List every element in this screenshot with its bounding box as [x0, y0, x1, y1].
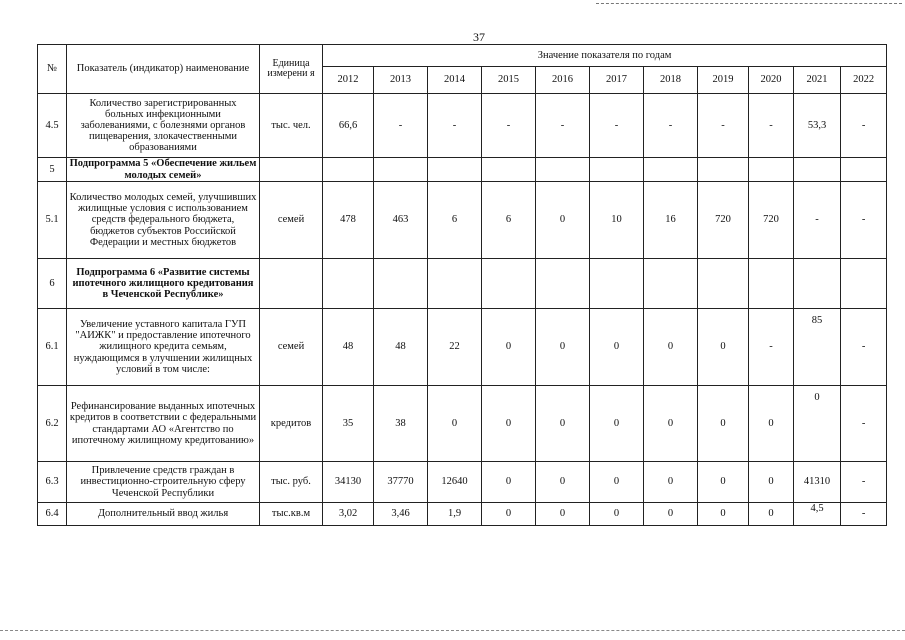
row-value: - [482, 94, 536, 158]
row-value [482, 158, 536, 182]
row-value: 10 [590, 182, 644, 259]
row-name: Подпрограмма 5 «Обеспечение жильем молодых семей» [67, 158, 260, 182]
row-value: 1,9 [428, 503, 482, 526]
row-value: 463 [374, 182, 428, 259]
page-number: 37 [473, 30, 485, 44]
row-value: 41310 [794, 462, 841, 503]
row-value: 0 [536, 386, 590, 462]
row-value [428, 158, 482, 182]
row-value: - [841, 309, 887, 386]
row-value [841, 259, 887, 309]
row-value: 0 [482, 462, 536, 503]
row-value: 0 [794, 386, 841, 462]
header-year: 2012 [323, 67, 374, 94]
row-unit: тыс.кв.м [260, 503, 323, 526]
table-row [38, 94, 887, 158]
row-value: - [749, 309, 794, 386]
row-value: 0 [749, 503, 794, 526]
row-value: 53,3 [794, 94, 841, 158]
row-value: 0 [698, 309, 749, 386]
row-value: - [841, 386, 887, 462]
row-num: 6.1 [38, 309, 67, 386]
header-values-by-year: Значение показателя по годам [323, 45, 887, 67]
row-value: 16 [644, 182, 698, 259]
header-year: 2020 [749, 67, 794, 94]
row-value: 0 [536, 462, 590, 503]
row-value: - [590, 94, 644, 158]
row-unit [260, 259, 323, 309]
row-value [482, 259, 536, 309]
table-row [38, 309, 887, 386]
row-num: 6.4 [38, 503, 67, 526]
row-value [590, 158, 644, 182]
header-year: 2015 [482, 67, 536, 94]
header-year: 2019 [698, 67, 749, 94]
row-value: 66,6 [323, 94, 374, 158]
row-num: 4.5 [38, 94, 67, 158]
table-body [38, 94, 887, 526]
row-value: 6 [482, 182, 536, 259]
row-value [323, 259, 374, 309]
row-value: 478 [323, 182, 374, 259]
row-value [794, 158, 841, 182]
table-row [38, 386, 887, 462]
row-value: 0 [590, 309, 644, 386]
row-unit: тыс. руб. [260, 462, 323, 503]
header-row-top [38, 45, 887, 67]
header-year: 2014 [428, 67, 482, 94]
row-unit: кредитов [260, 386, 323, 462]
row-value [749, 158, 794, 182]
row-name: Привлечение средств граждан в инвестиционно-строительную сферу Чеченской Республики [67, 462, 260, 503]
row-value: 0 [590, 503, 644, 526]
header-year: 2013 [374, 67, 428, 94]
row-value: 0 [698, 386, 749, 462]
row-value: - [841, 182, 887, 259]
row-value: 6 [428, 182, 482, 259]
row-value: - [374, 94, 428, 158]
row-value: 0 [698, 462, 749, 503]
row-value [374, 158, 428, 182]
row-value: - [749, 94, 794, 158]
row-value: 85 [794, 309, 841, 386]
row-value: 0 [749, 386, 794, 462]
row-name: Количество зарегистрированных больных инфекционными заболеваниями, с болезнями органов пищеварения, злокачественными образованиями [67, 94, 260, 158]
row-num: 6.2 [38, 386, 67, 462]
table-row-section [38, 158, 887, 182]
row-value: 0 [536, 309, 590, 386]
row-unit [260, 158, 323, 182]
header-year: 2018 [644, 67, 698, 94]
row-name: Подпрограмма 6 «Развитие системы ипотечного жилищного кредитования в Чеченской Республике» [67, 259, 260, 309]
row-value: 0 [749, 462, 794, 503]
table-row [38, 503, 887, 526]
table-row-section [38, 259, 887, 309]
header-year: 2022 [841, 67, 887, 94]
row-name: Увеличение уставного капитала ГУП "АИЖК" и предоставление ипотечного жилищного кредита семьям, нуждающимся в улучшении жилищных условий в том числе: [67, 309, 260, 386]
row-num: 6 [38, 259, 67, 309]
row-name: Количество молодых семей, улучшивших жилищные условия с использованием средств федерального бюджета, бюджетов субъектов Российской Федерации и местных бюджетов [67, 182, 260, 259]
row-value: 720 [749, 182, 794, 259]
indicator-table-container [37, 44, 886, 526]
row-value: 0 [482, 386, 536, 462]
row-value [698, 259, 749, 309]
row-value: 0 [590, 462, 644, 503]
row-value [841, 158, 887, 182]
row-value: 720 [698, 182, 749, 259]
row-value [644, 259, 698, 309]
row-name: Дополнительный ввод жилья [67, 503, 260, 526]
header-num: № [38, 45, 67, 94]
row-value: 0 [536, 503, 590, 526]
row-value [374, 259, 428, 309]
row-value [749, 259, 794, 309]
header-unit: Единица измерени я [260, 45, 323, 94]
row-name: Рефинансирование выданных ипотечных кредитов в соответствии с федеральными стандартами АО «Агентство по ипотечному жилищному кредитованию» [67, 386, 260, 462]
row-value: 4,5 [794, 503, 841, 526]
row-value: - [536, 94, 590, 158]
row-value [590, 259, 644, 309]
row-value: 38 [374, 386, 428, 462]
header-year: 2017 [590, 67, 644, 94]
row-num: 5 [38, 158, 67, 182]
row-value: 3,02 [323, 503, 374, 526]
row-value: 0 [482, 503, 536, 526]
row-value: 0 [536, 182, 590, 259]
row-value: - [794, 182, 841, 259]
row-value: 0 [482, 309, 536, 386]
row-value [698, 158, 749, 182]
header-indicator: Показатель (индикатор) наименование [67, 45, 260, 94]
row-unit: семей [260, 182, 323, 259]
row-value: 12640 [428, 462, 482, 503]
row-value [794, 259, 841, 309]
row-value: 0 [644, 386, 698, 462]
row-value: - [644, 94, 698, 158]
row-value: 0 [644, 462, 698, 503]
header-year: 2016 [536, 67, 590, 94]
row-value: 34130 [323, 462, 374, 503]
row-value: 48 [374, 309, 428, 386]
row-value: 3,46 [374, 503, 428, 526]
row-value [428, 259, 482, 309]
row-value [536, 259, 590, 309]
row-value: 0 [698, 503, 749, 526]
row-value: 48 [323, 309, 374, 386]
row-value: 0 [590, 386, 644, 462]
row-value: 35 [323, 386, 374, 462]
row-unit: семей [260, 309, 323, 386]
row-value: - [841, 94, 887, 158]
table-row [38, 182, 887, 259]
top-scan-rule [596, 3, 902, 4]
row-value: 0 [428, 386, 482, 462]
row-unit: тыс. чел. [260, 94, 323, 158]
row-value: 0 [644, 503, 698, 526]
row-value: - [841, 462, 887, 503]
table-row [38, 462, 887, 503]
row-value: - [841, 503, 887, 526]
header-year: 2021 [794, 67, 841, 94]
row-value [644, 158, 698, 182]
bottom-scan-rule [0, 630, 905, 631]
row-value: 0 [644, 309, 698, 386]
row-num: 5.1 [38, 182, 67, 259]
row-value [536, 158, 590, 182]
row-num: 6.3 [38, 462, 67, 503]
row-value: 37770 [374, 462, 428, 503]
indicator-table [37, 44, 887, 526]
row-value: - [428, 94, 482, 158]
row-value: 22 [428, 309, 482, 386]
row-value [323, 158, 374, 182]
row-value: - [698, 94, 749, 158]
